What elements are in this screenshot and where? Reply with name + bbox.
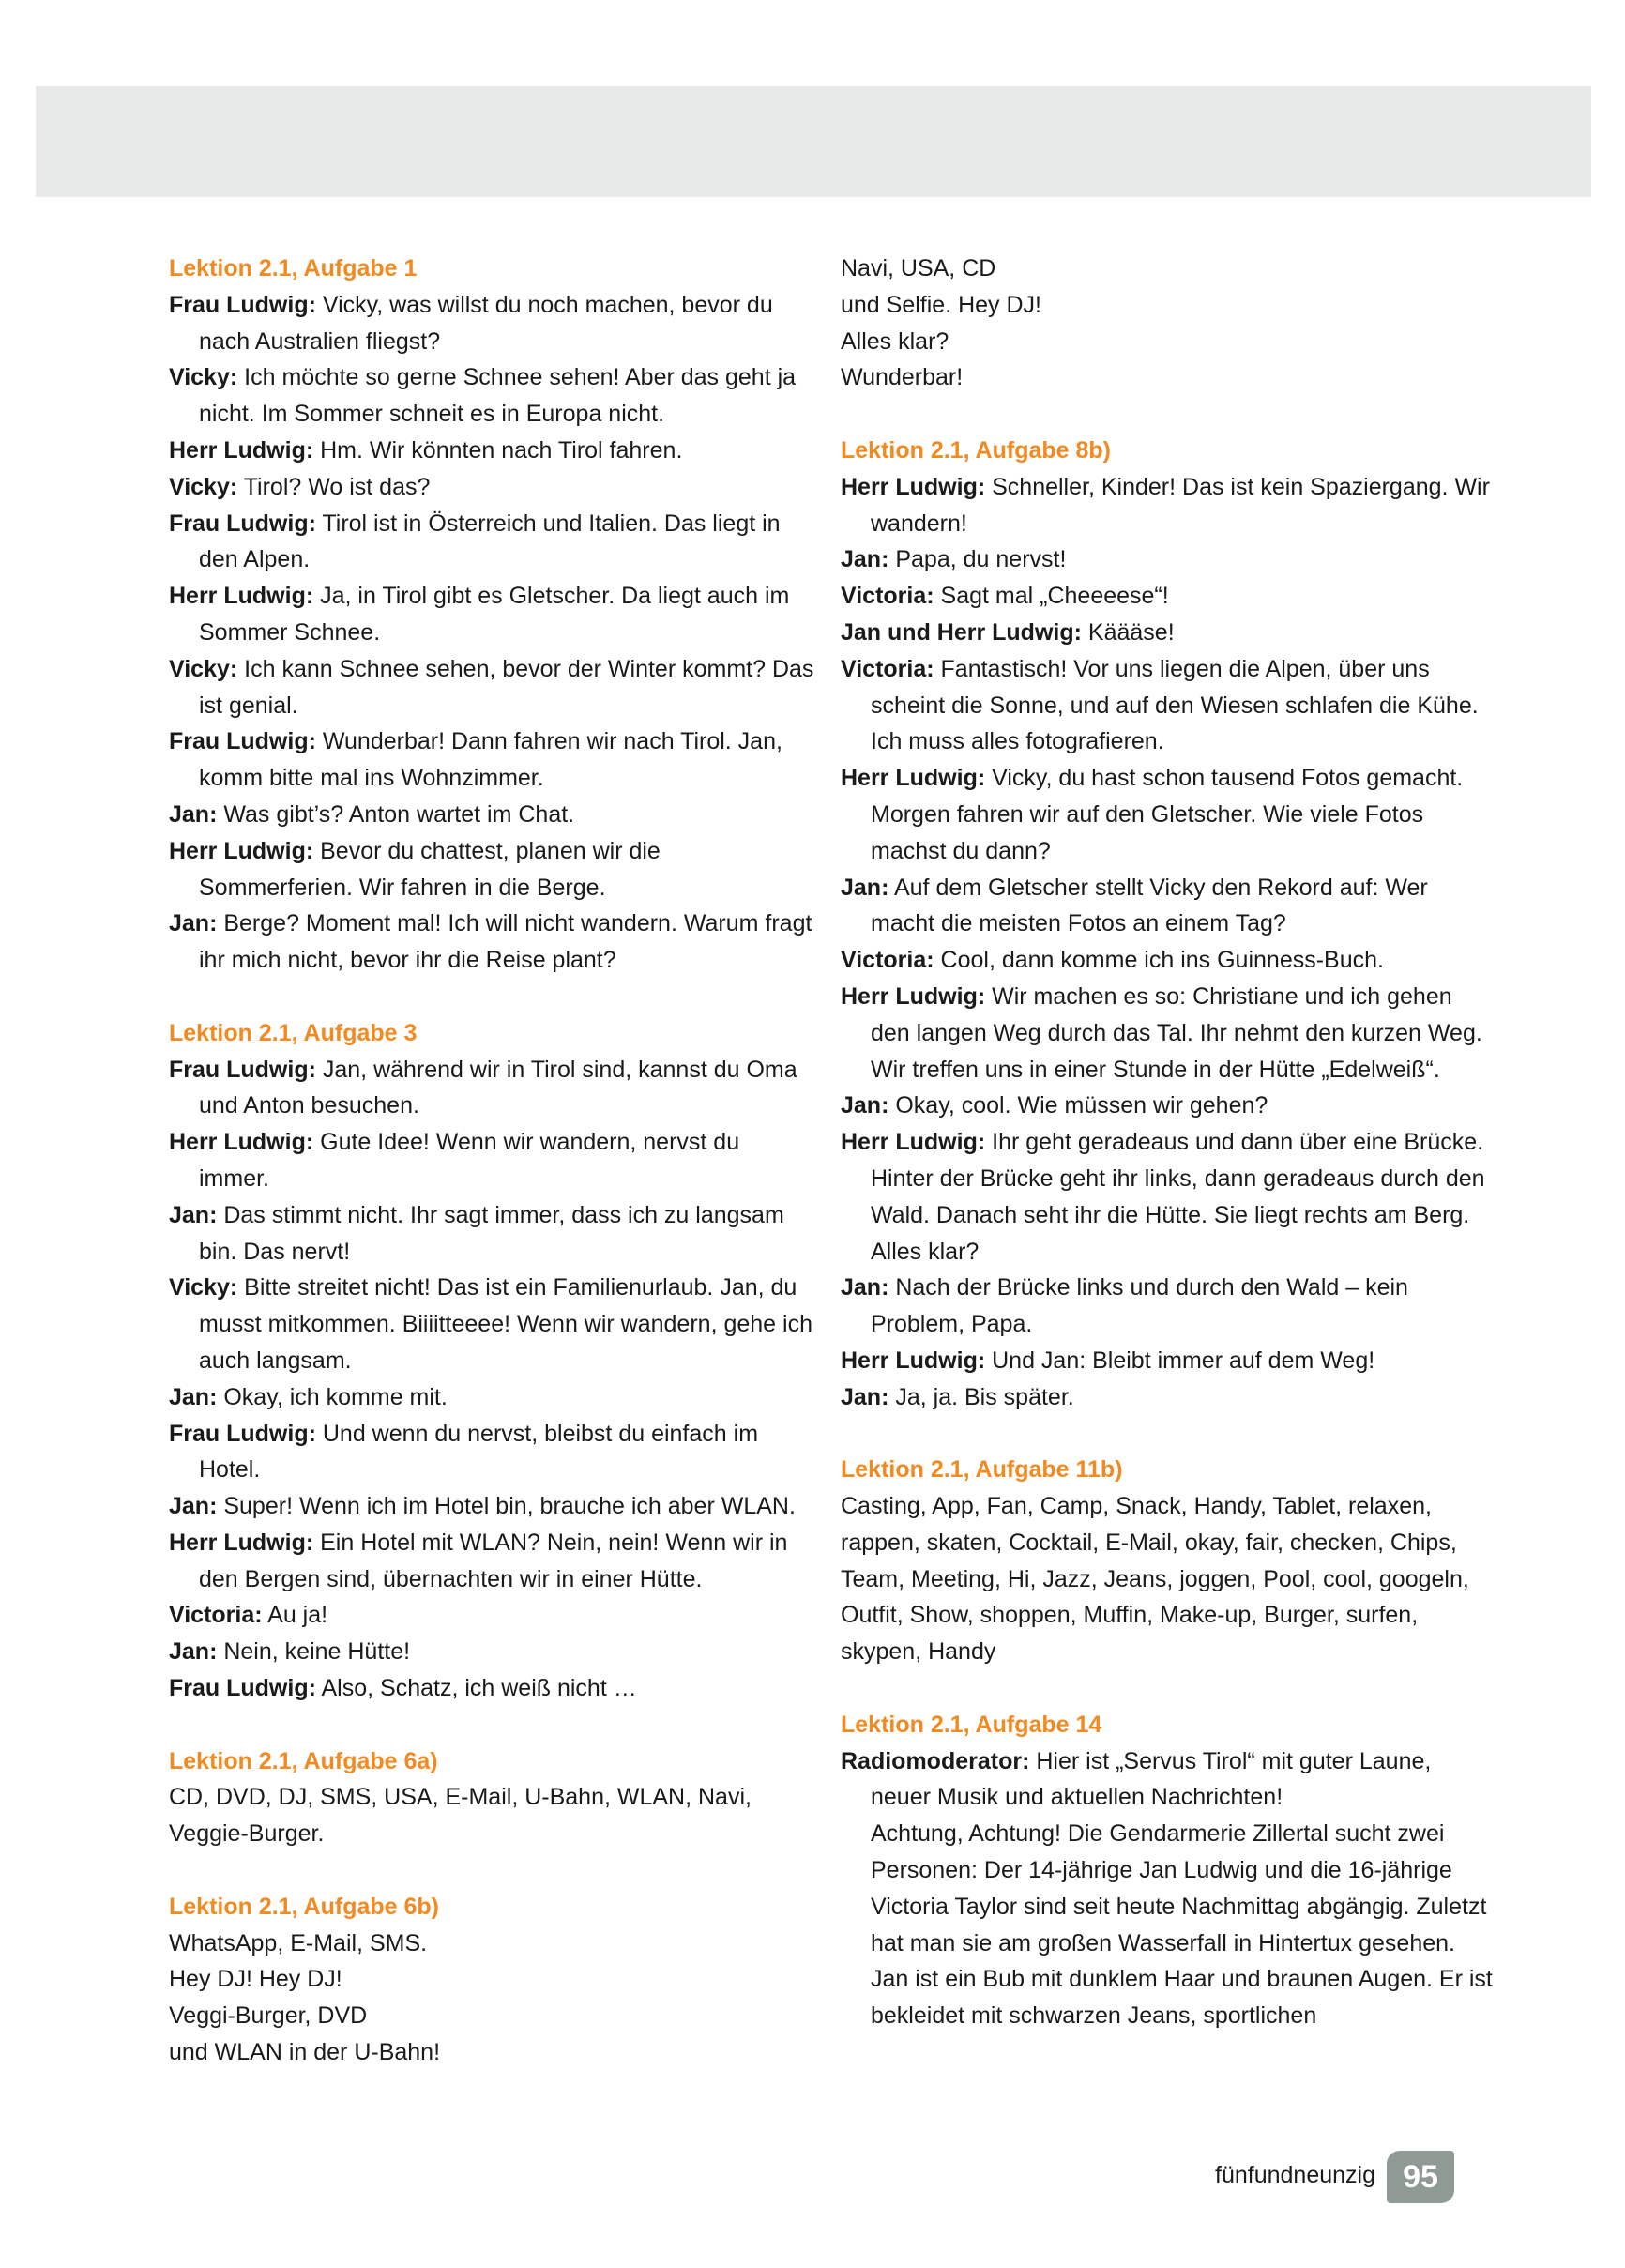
dialogue-line <box>169 1597 816 1634</box>
dialogue-text: Das stimmt nicht. Ihr sagt immer, dass ich zu langsam bin. Das nervt! <box>199 1201 784 1265</box>
dialogue-line <box>841 1343 1497 1379</box>
speaker-name: Radiomoderator: <box>841 1747 1030 1774</box>
dialogue-text: Okay, cool. Wie müssen wir gehen? <box>888 1092 1268 1119</box>
speaker-name: Victoria: <box>841 583 934 610</box>
lyric-line: Veggi-Burger, DVD <box>169 2002 368 2030</box>
speaker-name: Jan: <box>841 1274 889 1301</box>
dialogue-line <box>841 469 1497 542</box>
word-list: CD, DVD, DJ, SMS, USA, E-Mail, U-Bahn, WLAN, Navi, Veggie-Burger. <box>169 1784 752 1848</box>
dialogue-text: Vicky, was willst du noch machen, bevor du nach Australien fliegst? <box>199 291 773 355</box>
speaker-name: Herr Ludwig: <box>841 982 986 1010</box>
dialogue-line <box>169 906 816 979</box>
dialogue-line <box>841 1270 1497 1343</box>
dialogue-line <box>841 942 1497 979</box>
dialogue-text: Ja, ja. Bis später. <box>888 1383 1074 1410</box>
dialogue-text: Nein, keine Hütte! <box>217 1638 411 1666</box>
speaker-name: Jan: <box>841 874 889 901</box>
speaker-name: Victoria: <box>169 1602 263 1629</box>
dialogue-continuation: Achtung, Achtung! Die Gendarmerie Zillertal sucht zwei Personen: Der 14-jährige Jan Ludwig und die 16-jährige Victoria Taylor sind seit heute Nachmittag abgängig. Zuletzt hat man sie am großen Wasserfall in Hintertux gesehen. <box>871 1820 1487 1956</box>
dialogue-line <box>169 578 816 651</box>
dialogue-text: Papa, du nervst! <box>888 546 1067 573</box>
speaker-name: Herr Ludwig: <box>841 765 986 792</box>
dialogue-text: Wunderbar! Dann fahren wir nach Tirol. Jan, komm bitte mal ins Wohnzimmer. <box>199 728 782 792</box>
section-title: Lektion 2.1, Aufgabe 6b) <box>169 1893 440 1920</box>
dialogue-line <box>841 578 1497 615</box>
speaker-name: Frau Ludwig: <box>169 1420 316 1447</box>
speaker-name: Jan: <box>841 546 889 573</box>
dialogue-line <box>169 833 816 906</box>
dialogue-text: Fantastisch! Vor uns liegen die Alpen, über uns scheint die Sonne, und auf den Wiesen schlafen die Kühe. Ich muss alles fotografieren. <box>871 655 1479 755</box>
dialogue-text: Wir machen es so: Christiane und ich gehen den langen Weg durch das Tal. Ihr nehmt den kurzen Weg. Wir treffen uns in einer Stunde in der Hütte „Edelweiß“. <box>871 982 1482 1083</box>
section-title: Lektion 2.1, Aufgabe 1 <box>169 255 418 282</box>
dialogue-line <box>169 359 816 433</box>
dialogue-text: Sagt mal „Cheeeese“! <box>934 583 1169 610</box>
speaker-name: Jan: <box>169 800 218 828</box>
dialogue-line <box>169 1379 816 1416</box>
dialogue-text: Bevor du chattest, planen wir die Sommerferien. Wir fahren in die Berge. <box>199 837 661 901</box>
lyric-line: WhatsApp, E-Mail, SMS. <box>169 1929 428 1956</box>
dialogue-text: Berge? Moment mal! Ich will nicht wandern. Warum fragt ihr mich nicht, bevor ihr die Reise plant? <box>199 910 812 974</box>
dialogue-line <box>841 1743 1497 1817</box>
speaker-name: Vicky: <box>169 1274 238 1301</box>
speaker-name: Frau Ludwig: <box>169 291 316 318</box>
dialogue-text: Okay, ich komme mit. <box>217 1383 448 1410</box>
dialogue-text: Und Jan: Bleibt immer auf dem Weg! <box>985 1347 1375 1374</box>
dialogue-line <box>841 1088 1497 1124</box>
dialogue-text: Schneller, Kinder! Das ist kein Spaziergang. Wir wandern! <box>871 473 1490 537</box>
dialogue-line <box>169 433 816 469</box>
page-footer <box>1032 2151 1454 2203</box>
dialogue-line <box>841 615 1497 651</box>
speaker-name: Frau Ludwig: <box>169 1056 316 1083</box>
dialogue-line <box>169 287 816 360</box>
dialogue-line <box>841 651 1497 760</box>
speaker-name: Jan: <box>169 1493 218 1520</box>
speaker-name: Jan: <box>169 910 218 937</box>
page-number-word: fünfundneunzig <box>1215 2162 1375 2188</box>
speaker-name: Jan und Herr Ludwig: <box>841 618 1082 646</box>
speaker-name: Herr Ludwig: <box>841 473 986 500</box>
speaker-name: Herr Ludwig: <box>841 1129 986 1156</box>
left-column <box>169 251 816 2071</box>
dialogue-text: Käääse! <box>1081 618 1175 646</box>
dialogue-text: Ich möchte so gerne Schnee sehen! Aber das geht ja nicht. Im Sommer schneit es in Europa nicht. <box>199 364 797 428</box>
dialogue-text: Ein Hotel mit WLAN? Nein, nein! Wenn wir in den Bergen sind, übernachten wir in einer Hütte. <box>199 1529 788 1592</box>
speaker-name: Jan: <box>841 1092 889 1119</box>
section-title: Lektion 2.1, Aufgabe 8b) <box>841 436 1112 464</box>
section-title: Lektion 2.1, Aufgabe 6a) <box>169 1747 438 1774</box>
dialogue-text: Gute Idee! Wenn wir wandern, nervst du immer. <box>199 1129 740 1192</box>
speaker-name: Frau Ludwig: <box>169 1675 316 1702</box>
dialogue-line <box>169 1416 816 1489</box>
speaker-name: Jan: <box>841 1383 889 1410</box>
dialogue-line <box>169 469 816 506</box>
dialogue-line <box>169 651 816 724</box>
speaker-name: Victoria: <box>841 947 934 974</box>
lyric-line: Wunderbar! <box>841 364 964 391</box>
speaker-name: Jan: <box>169 1201 218 1228</box>
dialogue-line <box>169 1670 816 1707</box>
section-title: Lektion 2.1, Aufgabe 14 <box>841 1711 1102 1738</box>
dialogue-line <box>841 541 1497 578</box>
speaker-name: Vicky: <box>169 655 238 682</box>
lyric-line: Alles klar? <box>841 327 949 355</box>
dialogue-line <box>841 979 1497 1088</box>
dialogue-line <box>169 723 816 797</box>
dialogue-line <box>169 1634 816 1670</box>
word-list: Casting, App, Fan, Camp, Snack, Handy, Tablet, relaxen, rappen, skaten, Cocktail, E-Mail, okay, fair, checken, Chips, Team, Meeting, Hi, Jazz, Jeans, joggen, Pool, cool, googeln, Outfit, Show, shoppen, Muffin, Make-up, Burger, surfen, skypen, Handy <box>841 1493 1469 1666</box>
dialogue-line <box>169 797 816 833</box>
speaker-name: Frau Ludwig: <box>169 728 316 755</box>
dialogue-text: Hm. Wir könnten nach Tirol fahren. <box>313 436 683 464</box>
lyric-line: Hey DJ! Hey DJ! <box>169 1966 342 1993</box>
dialogue-text: Nach der Brücke links und durch den Wald – kein Problem, Papa. <box>871 1274 1408 1338</box>
speaker-name: Vicky: <box>169 473 238 500</box>
page-number-badge: 95 <box>1387 2151 1454 2203</box>
dialogue-line <box>841 870 1497 943</box>
dialogue-text: Also, Schatz, ich weiß nicht … <box>315 1675 637 1702</box>
speaker-name: Herr Ludwig: <box>841 1347 986 1374</box>
dialogue-text: Hier ist „Servus Tirol“ mit guter Laune, neuer Musik und aktuellen Nachrichten! <box>871 1747 1432 1811</box>
header-band <box>36 86 1591 197</box>
dialogue-text: Bitte streitet nicht! Das ist ein Familienurlaub. Jan, du musst mitkommen. Biiiitteeee! Wenn wir wandern, gehe ich auch langsam. <box>199 1274 812 1374</box>
dialogue-text: Cool, dann komme ich ins Guinness-Buch. <box>934 947 1384 974</box>
lyric-line: und WLAN in der U-Bahn! <box>169 2039 441 2066</box>
dialogue-line <box>169 1052 816 1125</box>
speaker-name: Jan: <box>169 1383 218 1410</box>
section-title: Lektion 2.1, Aufgabe 11b) <box>841 1456 1123 1484</box>
dialogue-text: Vicky, du hast schon tausend Fotos gemacht. Morgen fahren wir auf den Gletscher. Wie viele Fotos machst du dann? <box>871 765 1464 864</box>
dialogue-text: Tirol? Wo ist das? <box>237 473 431 500</box>
speaker-name: Vicky: <box>169 364 238 391</box>
dialogue-line <box>841 760 1497 869</box>
dialogue-line <box>169 1270 816 1378</box>
speaker-name: Victoria: <box>841 655 934 682</box>
dialogue-text: Ihr geht geradeaus und dann über eine Brücke. Hinter der Brücke geht ihr links, dann geradeaus durch den Wald. Danach seht ihr die Hütte. Sie liegt rechts am Berg. Alles klar? <box>871 1129 1485 1265</box>
dialogue-text: Ja, in Tirol gibt es Gletscher. Da liegt auch im Sommer Schnee. <box>199 583 790 646</box>
speaker-name: Herr Ludwig: <box>169 837 314 864</box>
speaker-name: Herr Ludwig: <box>169 1129 314 1156</box>
dialogue-line <box>841 1124 1497 1270</box>
speaker-name: Herr Ludwig: <box>169 436 314 464</box>
dialogue-text: Und wenn du nervst, bleibst du einfach im Hotel. <box>199 1420 759 1484</box>
lyric-line: Navi, USA, CD <box>841 255 996 282</box>
dialogue-text: Au ja! <box>262 1602 328 1629</box>
right-column <box>841 251 1497 2034</box>
dialogue-line <box>169 1124 816 1197</box>
dialogue-text: Auf dem Gletscher stellt Vicky den Rekord auf: Wer macht die meisten Fotos an einem Tag? <box>871 874 1428 937</box>
dialogue-text: Jan, während wir in Tirol sind, kannst du Oma und Anton besuchen. <box>199 1056 797 1119</box>
dialogue-text: Was gibt’s? Anton wartet im Chat. <box>217 800 575 828</box>
speaker-name: Herr Ludwig: <box>169 583 314 610</box>
section-title: Lektion 2.1, Aufgabe 3 <box>169 1019 418 1046</box>
speaker-name: Herr Ludwig: <box>169 1529 314 1556</box>
speaker-name: Frau Ludwig: <box>169 510 316 537</box>
dialogue-line <box>169 1525 816 1598</box>
dialogue-text: Ich kann Schnee sehen, bevor der Winter kommt? Das ist genial. <box>199 655 814 719</box>
speaker-name: Jan: <box>169 1638 218 1666</box>
dialogue-text: Super! Wenn ich im Hotel bin, brauche ich aber WLAN. <box>217 1493 796 1520</box>
dialogue-text: Tirol ist in Österreich und Italien. Das liegt in den Alpen. <box>199 510 781 573</box>
lyric-line: und Selfie. Hey DJ! <box>841 291 1041 318</box>
dialogue-line <box>169 506 816 579</box>
dialogue-line <box>169 1197 816 1271</box>
dialogue-continuation: Jan ist ein Bub mit dunklem Haar und braunen Augen. Er ist bekleidet mit schwarzen Jeans, sportlichen <box>871 1966 1493 2030</box>
dialogue-line <box>841 1379 1497 1416</box>
dialogue-line <box>169 1488 816 1525</box>
